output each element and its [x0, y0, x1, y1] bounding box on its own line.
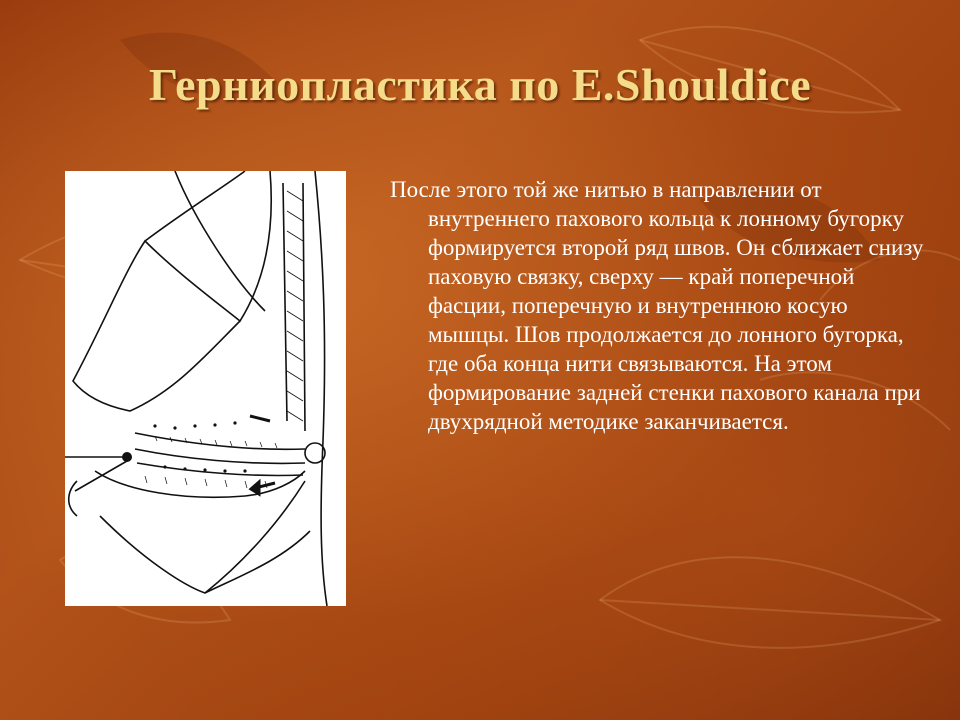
description-paragraph: После этого той же нитью в направлении от внутреннего пахового кольца к лонному бугорку формируется второй ряд швов. Он сближает снизу паховую связку, сверху — край поперечной фасции, поперечную и внутреннюю косую мышцы. Шов продолжается до лонного бугорка, где оба конца нити связываются. На этом формирование задней стенки пахового канала при двухрядной методике заканчивается. [390, 177, 924, 434]
slide-title: Герниопластика по E.Shouldice [148, 59, 812, 110]
description-text [390, 175, 930, 436]
suture-diagram [65, 171, 346, 606]
surgical-illustration [65, 171, 346, 606]
